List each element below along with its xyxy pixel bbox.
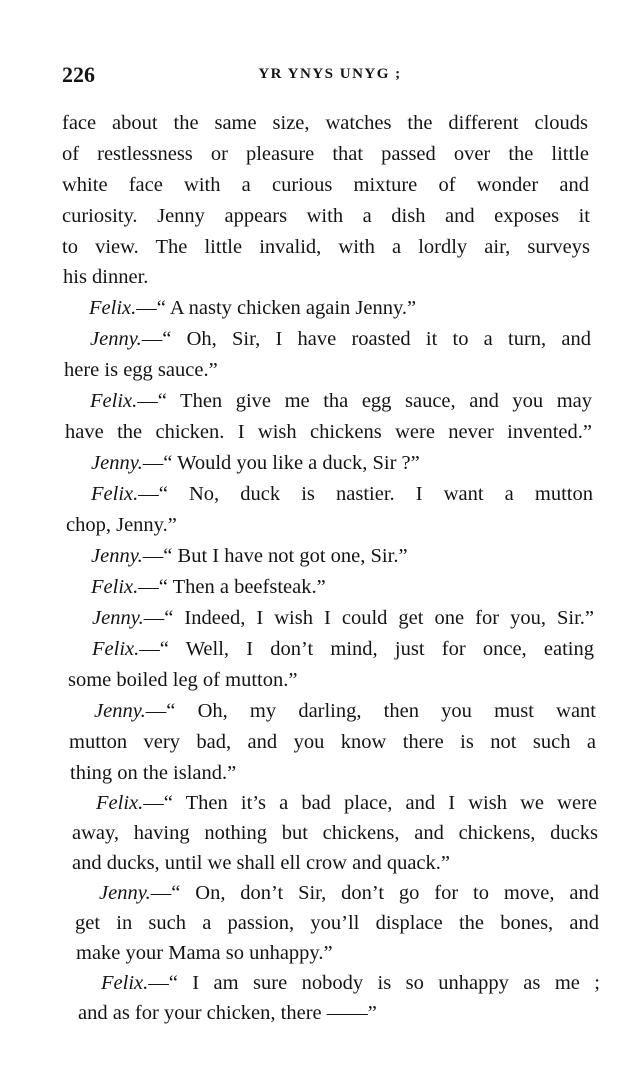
speaker-name: Jenny. xyxy=(92,607,144,629)
text-line xyxy=(91,574,326,600)
line-text: thing on the island.” xyxy=(70,762,237,784)
speaker-name: Felix. xyxy=(90,390,138,412)
page-number: 226 xyxy=(62,62,95,87)
text-line xyxy=(68,667,297,693)
text-line xyxy=(90,388,592,414)
line-text: away, having nothing but chickens, and chickens, ducks xyxy=(72,822,598,844)
line-text: —“ Oh, my darling, then you must want xyxy=(145,700,596,722)
speaker-name: Felix. xyxy=(96,792,144,814)
page-header xyxy=(62,62,598,94)
text-line xyxy=(63,264,148,290)
line-text: here is egg sauce.” xyxy=(64,359,218,381)
speaker-name: Jenny. xyxy=(94,700,146,722)
speaker-name: Jenny. xyxy=(90,328,142,350)
speaker-name: Jenny. xyxy=(91,452,143,474)
line-text: —“ Oh, Sir, I have roasted it to a turn, and xyxy=(141,328,591,350)
line-text: his dinner. xyxy=(63,266,149,288)
text-line xyxy=(92,605,594,631)
line-text: of restlessness or pleasure that passed over the little xyxy=(62,143,589,165)
text-line xyxy=(72,820,598,846)
text-line xyxy=(76,940,333,966)
line-text: —“ A nasty chicken again Jenny.” xyxy=(136,297,417,319)
text-line xyxy=(64,357,218,383)
text-line xyxy=(62,203,590,229)
text-line xyxy=(62,110,588,136)
line-text: white face with a curious mixture of wonder and xyxy=(62,174,589,196)
text-line xyxy=(70,760,236,786)
line-text: —“ On, don’t Sir, don’t go for to move, and xyxy=(150,882,599,904)
text-line xyxy=(62,234,590,260)
line-text: get in such a passion, you’ll displace the bones, and xyxy=(75,912,599,934)
line-text: —“ Indeed, I wish I could get one for you, Sir.” xyxy=(143,607,594,629)
line-text: —“ Would you like a duck, Sir ?” xyxy=(142,452,420,474)
text-line xyxy=(94,698,596,724)
text-line xyxy=(78,1000,377,1026)
running-title: YR YNYS UNYG ; xyxy=(258,66,402,82)
text-line xyxy=(101,970,600,996)
line-text: —“ But I have not got one, Sir.” xyxy=(142,545,408,567)
line-text: chop, Jenny.” xyxy=(66,514,177,536)
text-line xyxy=(89,295,416,321)
text-line xyxy=(90,326,591,352)
line-text: —“ I am sure nobody is so unhappy as me ; xyxy=(148,972,600,994)
speaker-name: Felix. xyxy=(91,483,139,505)
line-text: to view. The little invalid, with a lordly air, surveys xyxy=(62,236,590,258)
text-line xyxy=(62,172,589,198)
text-line xyxy=(72,850,450,876)
speaker-name: Felix. xyxy=(91,576,139,598)
text-line xyxy=(75,910,599,936)
text-line xyxy=(62,141,589,167)
text-line xyxy=(91,481,593,507)
line-text: —“ Then give me tha egg sauce, and you may xyxy=(137,390,592,412)
line-text: and as for your chicken, there ——” xyxy=(78,1002,377,1024)
text-line xyxy=(92,636,594,662)
speaker-name: Felix. xyxy=(101,972,149,994)
speaker-name: Jenny. xyxy=(91,545,143,567)
text-line xyxy=(66,512,177,538)
line-text: curiosity. Jenny appears with a dish and exposes it xyxy=(62,205,590,227)
line-text: face about the same size, watches the different clouds xyxy=(62,112,588,134)
line-text: —“ Well, I don’t mind, just for once, eating xyxy=(139,638,594,660)
line-text: —“ No, duck is nastier. I want a mutton xyxy=(138,483,593,505)
line-text: mutton very bad, and you know there is not such a xyxy=(69,731,596,753)
text-line xyxy=(91,450,420,476)
line-text: make your Mama so unhappy.” xyxy=(76,942,333,964)
line-text: and ducks, until we shall ell crow and quack.” xyxy=(72,852,450,874)
text-line xyxy=(69,729,596,755)
line-text: have the chicken. I wish chickens were never invented.” xyxy=(65,421,592,443)
text-line xyxy=(96,790,597,816)
text-line xyxy=(99,880,599,906)
speaker-name: Felix. xyxy=(89,297,137,319)
line-text: some boiled leg of mutton.” xyxy=(68,669,298,691)
text-line xyxy=(65,419,592,445)
line-text: —“ Then it’s a bad place, and I wish we were xyxy=(143,792,597,814)
line-text: —“ Then a beefsteak.” xyxy=(138,576,326,598)
text-line xyxy=(91,543,408,569)
speaker-name: Jenny. xyxy=(99,882,151,904)
speaker-name: Felix. xyxy=(92,638,140,660)
